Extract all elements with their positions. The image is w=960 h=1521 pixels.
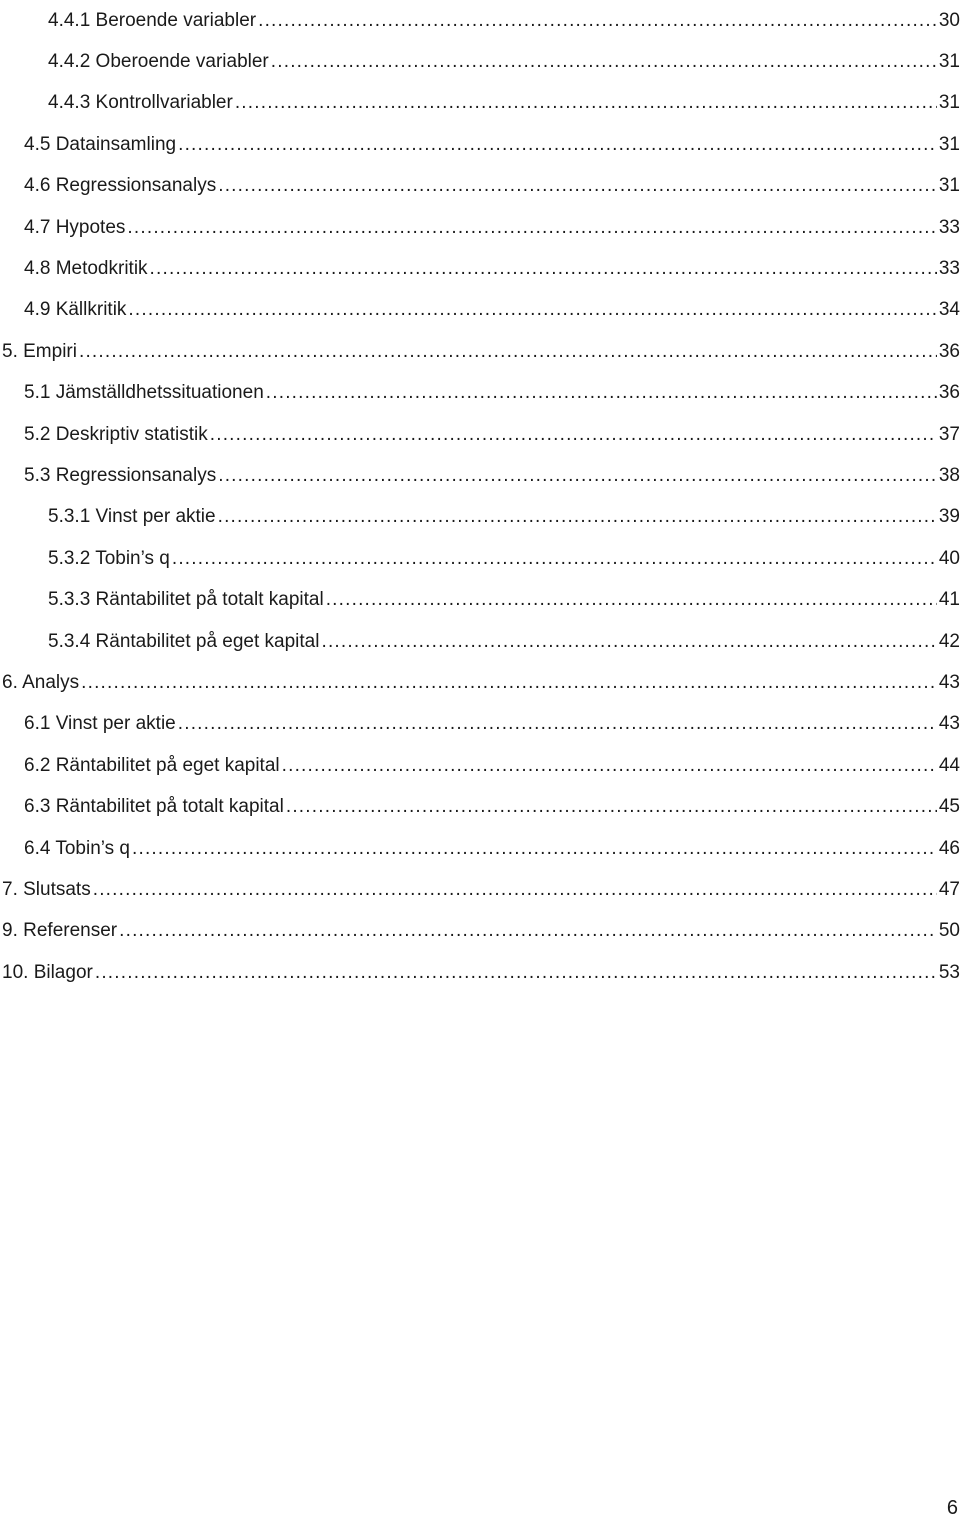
toc-entry-page: 43 (938, 671, 960, 693)
toc-entry[interactable] (0, 207, 960, 248)
toc-entry-page: 38 (938, 464, 960, 486)
toc-entry-page: 33 (938, 258, 960, 280)
toc-entry-label: 5.2 Deskriptiv statistik (24, 423, 208, 445)
toc-entry-label: 9. Referenser (2, 920, 118, 942)
toc-dot-leader (235, 92, 937, 114)
toc-entry-label: 5.3 Regressionsanalys (24, 464, 217, 486)
toc-entry-label: 4.4.1 Beroende variabler (48, 9, 257, 31)
toc-entry-label: 4.5 Datainsamling (24, 133, 177, 155)
toc-dot-leader (282, 755, 937, 777)
toc-entry[interactable] (0, 124, 960, 165)
toc-entry[interactable] (0, 952, 960, 993)
toc-entry-page: 44 (938, 754, 960, 776)
toc-entry-label: 4.8 Metodkritik (24, 258, 148, 280)
toc-entry[interactable] (0, 248, 960, 289)
toc-entry-label: 4.4.2 Oberoende variabler (48, 51, 269, 73)
toc-entry-page: 46 (938, 837, 960, 859)
toc-entry-label: 5. Empiri (2, 340, 77, 362)
toc-dot-leader (266, 382, 937, 404)
toc-entry[interactable] (0, 869, 960, 910)
toc-entry[interactable] (0, 745, 960, 786)
toc-entry-label: 5.3.4 Räntabilitet på eget kapital (48, 630, 320, 652)
toc-entry[interactable] (0, 83, 960, 124)
toc-dot-leader (286, 796, 937, 818)
toc-entry[interactable] (0, 290, 960, 331)
toc-dot-leader (119, 920, 937, 942)
toc-entry-page: 34 (938, 299, 960, 321)
toc-entry-label: 6. Analys (2, 671, 80, 693)
toc-entry[interactable] (0, 41, 960, 82)
toc-entry-page: 30 (938, 9, 960, 31)
toc-entry[interactable] (0, 662, 960, 703)
toc-dot-leader (326, 589, 937, 611)
toc-entry-page: 33 (938, 216, 960, 238)
toc-entry[interactable] (0, 455, 960, 496)
toc-entry-page: 36 (938, 382, 960, 404)
toc-entry-page: 31 (938, 175, 960, 197)
toc-entry-page: 45 (938, 796, 960, 818)
toc-entry-label: 5.3.3 Räntabilitet på totalt kapital (48, 589, 324, 611)
toc-entry-label: 6.2 Räntabilitet på eget kapital (24, 754, 280, 776)
toc-dot-leader (172, 548, 937, 570)
toc-entry[interactable] (0, 704, 960, 745)
toc-dot-leader (127, 217, 936, 239)
toc-entry-label: 4.4.3 Kontrollvariabler (48, 92, 233, 114)
toc-entry[interactable] (0, 621, 960, 662)
toc-dot-leader (321, 631, 936, 653)
toc-entry-page: 36 (938, 340, 960, 362)
toc-dot-leader (150, 258, 937, 280)
toc-entry-page: 50 (938, 920, 960, 942)
toc-entry-page: 39 (938, 506, 960, 528)
toc-dot-leader (271, 51, 937, 73)
toc-entry-page: 40 (938, 547, 960, 569)
toc-entry-page: 31 (938, 133, 960, 155)
toc-entry-label: 5.3.2 Tobin’s q (48, 547, 170, 569)
toc-entry-label: 6.4 Tobin’s q (24, 837, 130, 859)
toc-entry[interactable] (0, 828, 960, 869)
toc-entry[interactable] (0, 0, 960, 41)
toc-dot-leader (93, 879, 937, 901)
toc-entry-page: 43 (938, 713, 960, 735)
toc-entry[interactable] (0, 579, 960, 620)
toc-entry-label: 4.6 Regressionsanalys (24, 175, 217, 197)
toc-entry[interactable] (0, 373, 960, 414)
toc-entry[interactable] (0, 331, 960, 372)
toc-dot-leader (178, 713, 937, 735)
toc-entry[interactable] (0, 911, 960, 952)
toc-dot-leader (178, 134, 937, 156)
toc-dot-leader (210, 424, 937, 446)
toc-entry-label: 6.3 Räntabilitet på totalt kapital (24, 796, 284, 818)
toc-dot-leader (218, 175, 937, 197)
toc-entry-page: 47 (938, 878, 960, 900)
toc-dot-leader (81, 672, 937, 694)
toc-entry[interactable] (0, 414, 960, 455)
toc-entry-label: 4.7 Hypotes (24, 216, 126, 238)
toc-entry[interactable] (0, 786, 960, 827)
toc-dot-leader (132, 838, 937, 860)
toc-entry-label: 7. Slutsats (2, 878, 91, 900)
toc-entry-label: 5.3.1 Vinst per aktie (48, 506, 216, 528)
toc-entry-page: 31 (938, 51, 960, 73)
page-number: 6 (946, 1497, 958, 1519)
toc-entry-label: 4.9 Källkritik (24, 299, 127, 321)
toc-entry-label: 10. Bilagor (2, 961, 93, 983)
toc-dot-leader (218, 465, 937, 487)
toc-entry-page: 42 (938, 630, 960, 652)
toc-entry[interactable] (0, 497, 960, 538)
toc-entry[interactable] (0, 538, 960, 579)
toc-entry-page: 41 (938, 589, 960, 611)
toc-dot-leader (258, 10, 937, 32)
toc-dot-leader (95, 962, 937, 984)
toc-entry-page: 53 (938, 961, 960, 983)
toc-entry-label: 5.1 Jämställdhetssituationen (24, 382, 264, 404)
toc-dot-leader (79, 341, 937, 363)
toc-dot-leader (128, 299, 936, 321)
toc-entry[interactable] (0, 166, 960, 207)
toc-dot-leader (218, 506, 937, 528)
toc-entry-page: 37 (938, 423, 960, 445)
toc-entry-label: 6.1 Vinst per aktie (24, 713, 176, 735)
toc-entry-page: 31 (938, 92, 960, 114)
